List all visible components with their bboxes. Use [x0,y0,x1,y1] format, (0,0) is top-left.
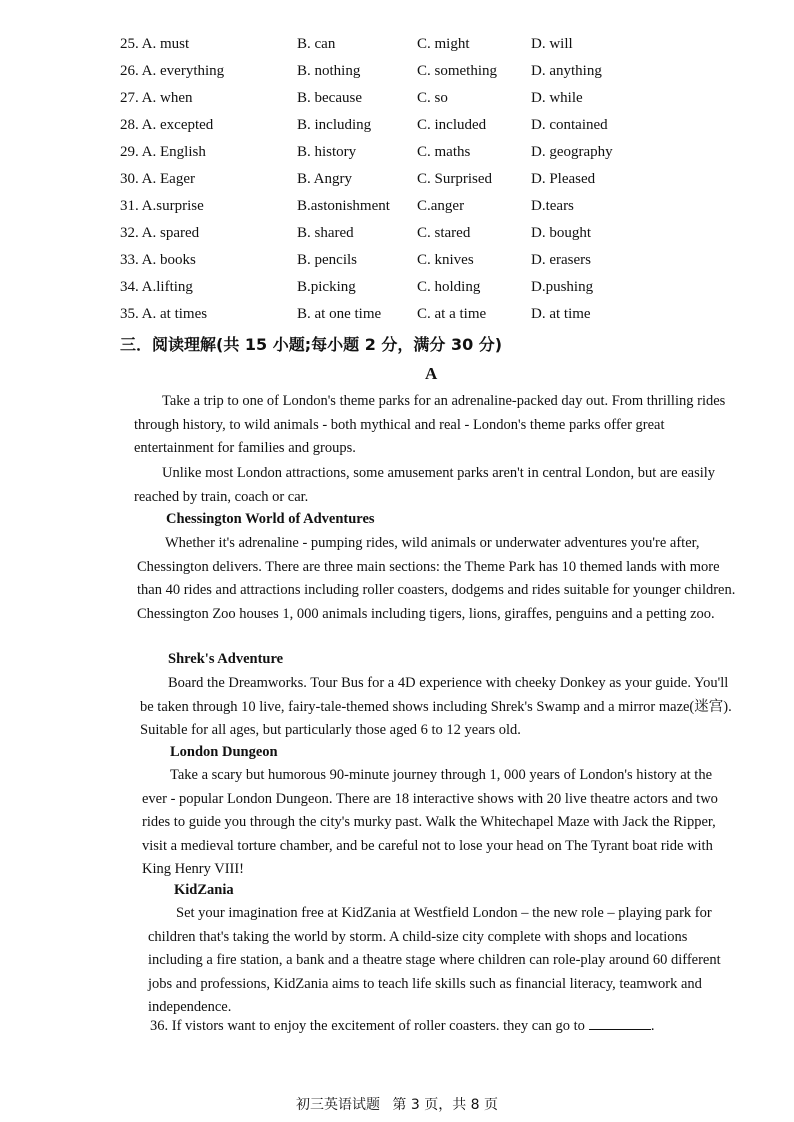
answer-blank[interactable] [589,1015,651,1030]
option-b: B. pencils [297,252,357,268]
option-c: C.anger [417,198,465,214]
option-c: C. maths [417,144,471,160]
option-d: D. erasers [531,252,591,268]
option-d: D. geography [531,144,613,160]
option-b: B. shared [297,225,354,241]
option-b: B. because [297,90,362,106]
option-a: 31. A.surprise [120,198,204,214]
option-a: 26. A. everything [120,63,225,79]
intro-paragraph-1: Take a trip to one of London's theme parks for an adrenaline-packed day out. From thrilling rides through history, to wild animals - both mythical and real - London's theme parks offer great entertainment for families and groups. [134,393,726,456]
option-b: B.picking [297,279,356,295]
option-b: B. including [297,117,372,133]
section-title-kidzania: KidZania [174,882,234,898]
option-b: B. can [297,36,336,52]
option-row [0,279,794,306]
option-c: C. might [417,36,470,52]
option-a: 25. A. must [120,36,190,52]
footer-title: 初三英语试题 [295,1097,380,1113]
option-row [0,306,794,333]
option-row [0,36,794,63]
section-text-kidzania: Set your imagination free at KidZania at Westfield London – the new role – playing park for children that's taking the world by storm. A child-size city complete with shops and locations including a fire station, a bank and a theatre stage where children can role-play around 60 different jobs and professions, KidZania aims to teach life skills such as financial literacy, teamwork and independence. [148,905,721,1015]
intro-paragraph-2: Unlike most London attractions, some amusement parks aren't in central London, but are easily reached by train, coach or car. [134,465,716,505]
option-row [0,144,794,171]
option-d: D. Pleased [531,171,596,187]
option-d: D. bought [531,225,591,241]
passage-label: A [425,364,438,383]
option-row [0,63,794,90]
option-d: D. anything [531,63,602,79]
option-c: C. so [417,90,448,106]
option-a: 28. A. excepted [120,117,214,133]
option-row [0,171,794,198]
section-title-london-dungeon: London Dungeon [170,744,278,760]
option-a: 30. A. Eager [120,171,195,187]
option-row [0,252,794,279]
section-text-shrek: Board the Dreamworks. Tour Bus for a 4D experience with cheeky Donkey as your guide. You'll be taken through 10 live, fairy-tale-themed shows including Shrek's Swamp and a mirror maze(迷宫). Suitable for all ages, but particularly those aged 6 to 12 years old. [140,675,732,738]
option-row [0,198,794,225]
option-c: C. Surprised [417,171,492,187]
option-c: C. holding [417,279,481,295]
option-b: B. nothing [297,63,361,79]
option-c: C. something [417,63,498,79]
option-a: 29. A. English [120,144,206,160]
option-c: C. stared [417,225,471,241]
option-c: C. included [417,117,487,133]
option-b: B.astonishment [297,198,390,214]
option-a: 27. A. when [120,90,193,106]
option-a: 32. A. spared [120,225,200,241]
section-title-chessington: Chessington World of Adventures [166,511,375,527]
option-c: C. knives [417,252,474,268]
option-d: D.tears [531,198,574,214]
option-d: D. at time [531,306,591,322]
footer-page-number: 第 3 页，共 8 页 [392,1097,499,1113]
option-c: C. at a time [417,306,487,322]
option-a: 35. A. at times [120,306,208,322]
section-text-chessington: Whether it's adrenaline - pumping rides, wild animals or underwater adventures you're after, Chessington delivers. There are three main sections: the Theme Park has 10 themed lands with more than 40 rides and attractions including roller coasters, dodgems and rides suitable for younger children. Chessington Zoo houses 1, 000 animals including tigers, lions, giraffes, penguins and a petting zoo. [137,535,736,622]
option-d: D.pushing [531,279,594,295]
question-36-text: 36. If vistors want to enjoy the excitement of roller coasters. they can go to [150,1018,585,1034]
section-title-shrek: Shrek's Adventure [168,651,284,667]
option-d: D. contained [531,117,608,133]
question-36-end: . [650,1018,655,1034]
option-b: B. Angry [297,171,353,187]
option-row [0,117,794,144]
question-36 [150,1015,655,1035]
section-text-london-dungeon: Take a scary but humorous 90-minute journey through 1, 000 years of London's history at the ever - popular London Dungeon. There are 18 interactive shows with 20 live theatre actors and two rides to guide you through the city's murky past. Walk the Whitechapel Maze with Jack the Ripper, visit a medieval torture chamber, and be careful not to lose your head on The Tyrant boat ride with King Henry VIII! [142,767,718,877]
option-b: B. at one time [297,306,382,322]
option-b: B. history [297,144,357,160]
option-d: D. will [531,36,573,52]
option-row [0,225,794,252]
option-d: D. while [531,90,583,106]
option-a: 34. A.lifting [120,279,193,295]
option-a: 33. A. books [120,252,196,268]
option-row [0,90,794,117]
section-heading: 三．阅读理解(共 15 小题;每小题 2 分，满分 30 分) [120,335,503,354]
page-footer [0,1094,794,1114]
